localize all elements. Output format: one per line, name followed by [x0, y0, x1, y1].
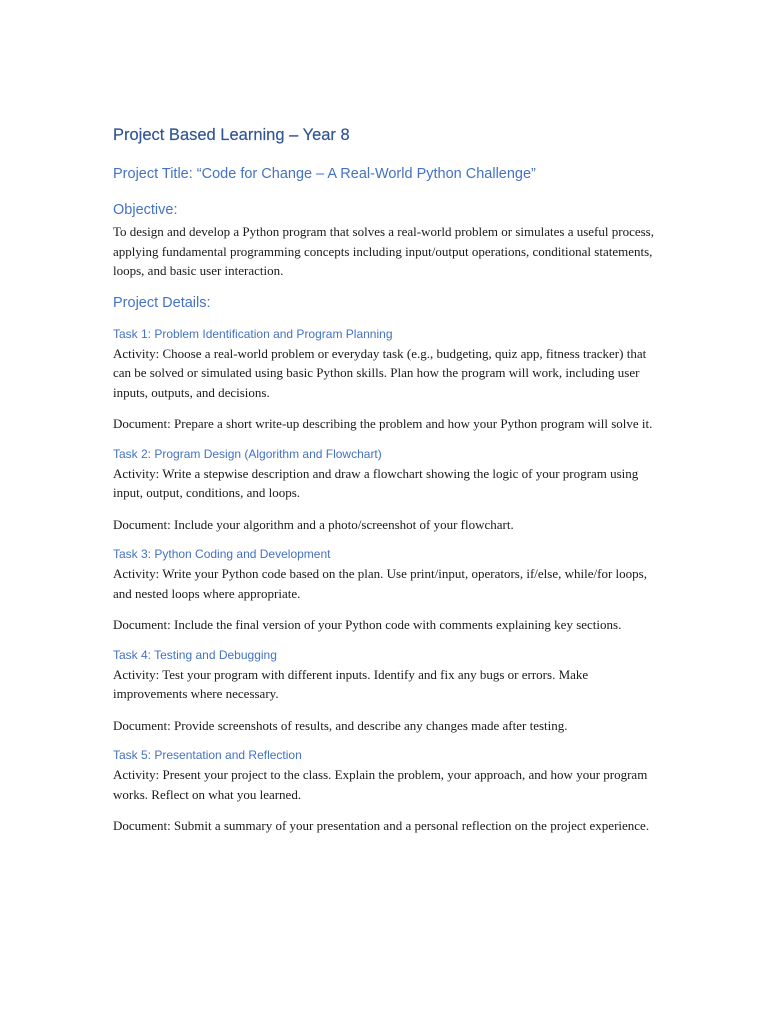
task-3 [113, 545, 658, 635]
task-activity: Activity: Write a stepwise description and draw a flowchart showing the logic of your program using input, output, conditions, and loops. [113, 465, 639, 500]
task-document: Document: Prepare a short write-up describing the problem and how your Python program will solve it. [113, 416, 653, 431]
task-heading: Task 3: Python Coding and Development [113, 547, 331, 561]
task-activity: Activity: Test your program with different inputs. Identify and fix any bugs or errors. Make improvements where necessary. [113, 666, 589, 701]
task-document: Document: Submit a summary of your presentation and a personal reflection on the project experience. [113, 818, 650, 833]
objective-heading: Objective: [113, 202, 178, 218]
task-heading: Task 4: Testing and Debugging [113, 647, 277, 662]
task-5 [113, 746, 658, 836]
task-document: Document: Include your algorithm and a photo/screenshot of your flowchart. [113, 516, 514, 532]
task-4 [113, 646, 658, 736]
document-content [113, 124, 658, 847]
task-document: Document: Provide screenshots of results, and describe any changes made after testing. [113, 717, 568, 733]
task-heading: Task 1: Problem Identification and Program Planning [113, 326, 393, 341]
task-document: Document: Include the final version of your Python code with comments explaining key sections. [113, 617, 622, 632]
document-title: Project Based Learning – Year 8 [113, 126, 350, 144]
task-heading: Task 2: Program Design (Algorithm and Flowchart) [113, 446, 382, 461]
task-activity: Activity: Present your project to the class. Explain the problem, your approach, and how your program works. Reflect on what you learned. [113, 767, 648, 802]
project-title: Project Title: “Code for Change – A Real-World Python Challenge” [113, 166, 536, 182]
task-2 [113, 445, 658, 535]
project-details-heading: Project Details: [113, 294, 211, 311]
task-activity: Activity: Choose a real-world problem or everyday task (e.g., budgeting, quiz app, fitness tracker) that can be solved or simulated using basic Python skills. Plan how the program will work, including user inputs, outputs, and decisions. [113, 345, 647, 400]
task-1 [113, 325, 658, 434]
task-activity: Activity: Write your Python code based on the plan. Use print/input, operators, if/else, while/for loops, and nested loops where appropriate. [113, 566, 647, 601]
task-heading: Task 5: Presentation and Reflection [113, 748, 302, 762]
objective-text: To design and develop a Python program that solves a real-world problem or simulates a useful process, applying fundamental programming concepts including input/output operations, conditional statements, loops, and basic user interaction. [113, 224, 654, 278]
